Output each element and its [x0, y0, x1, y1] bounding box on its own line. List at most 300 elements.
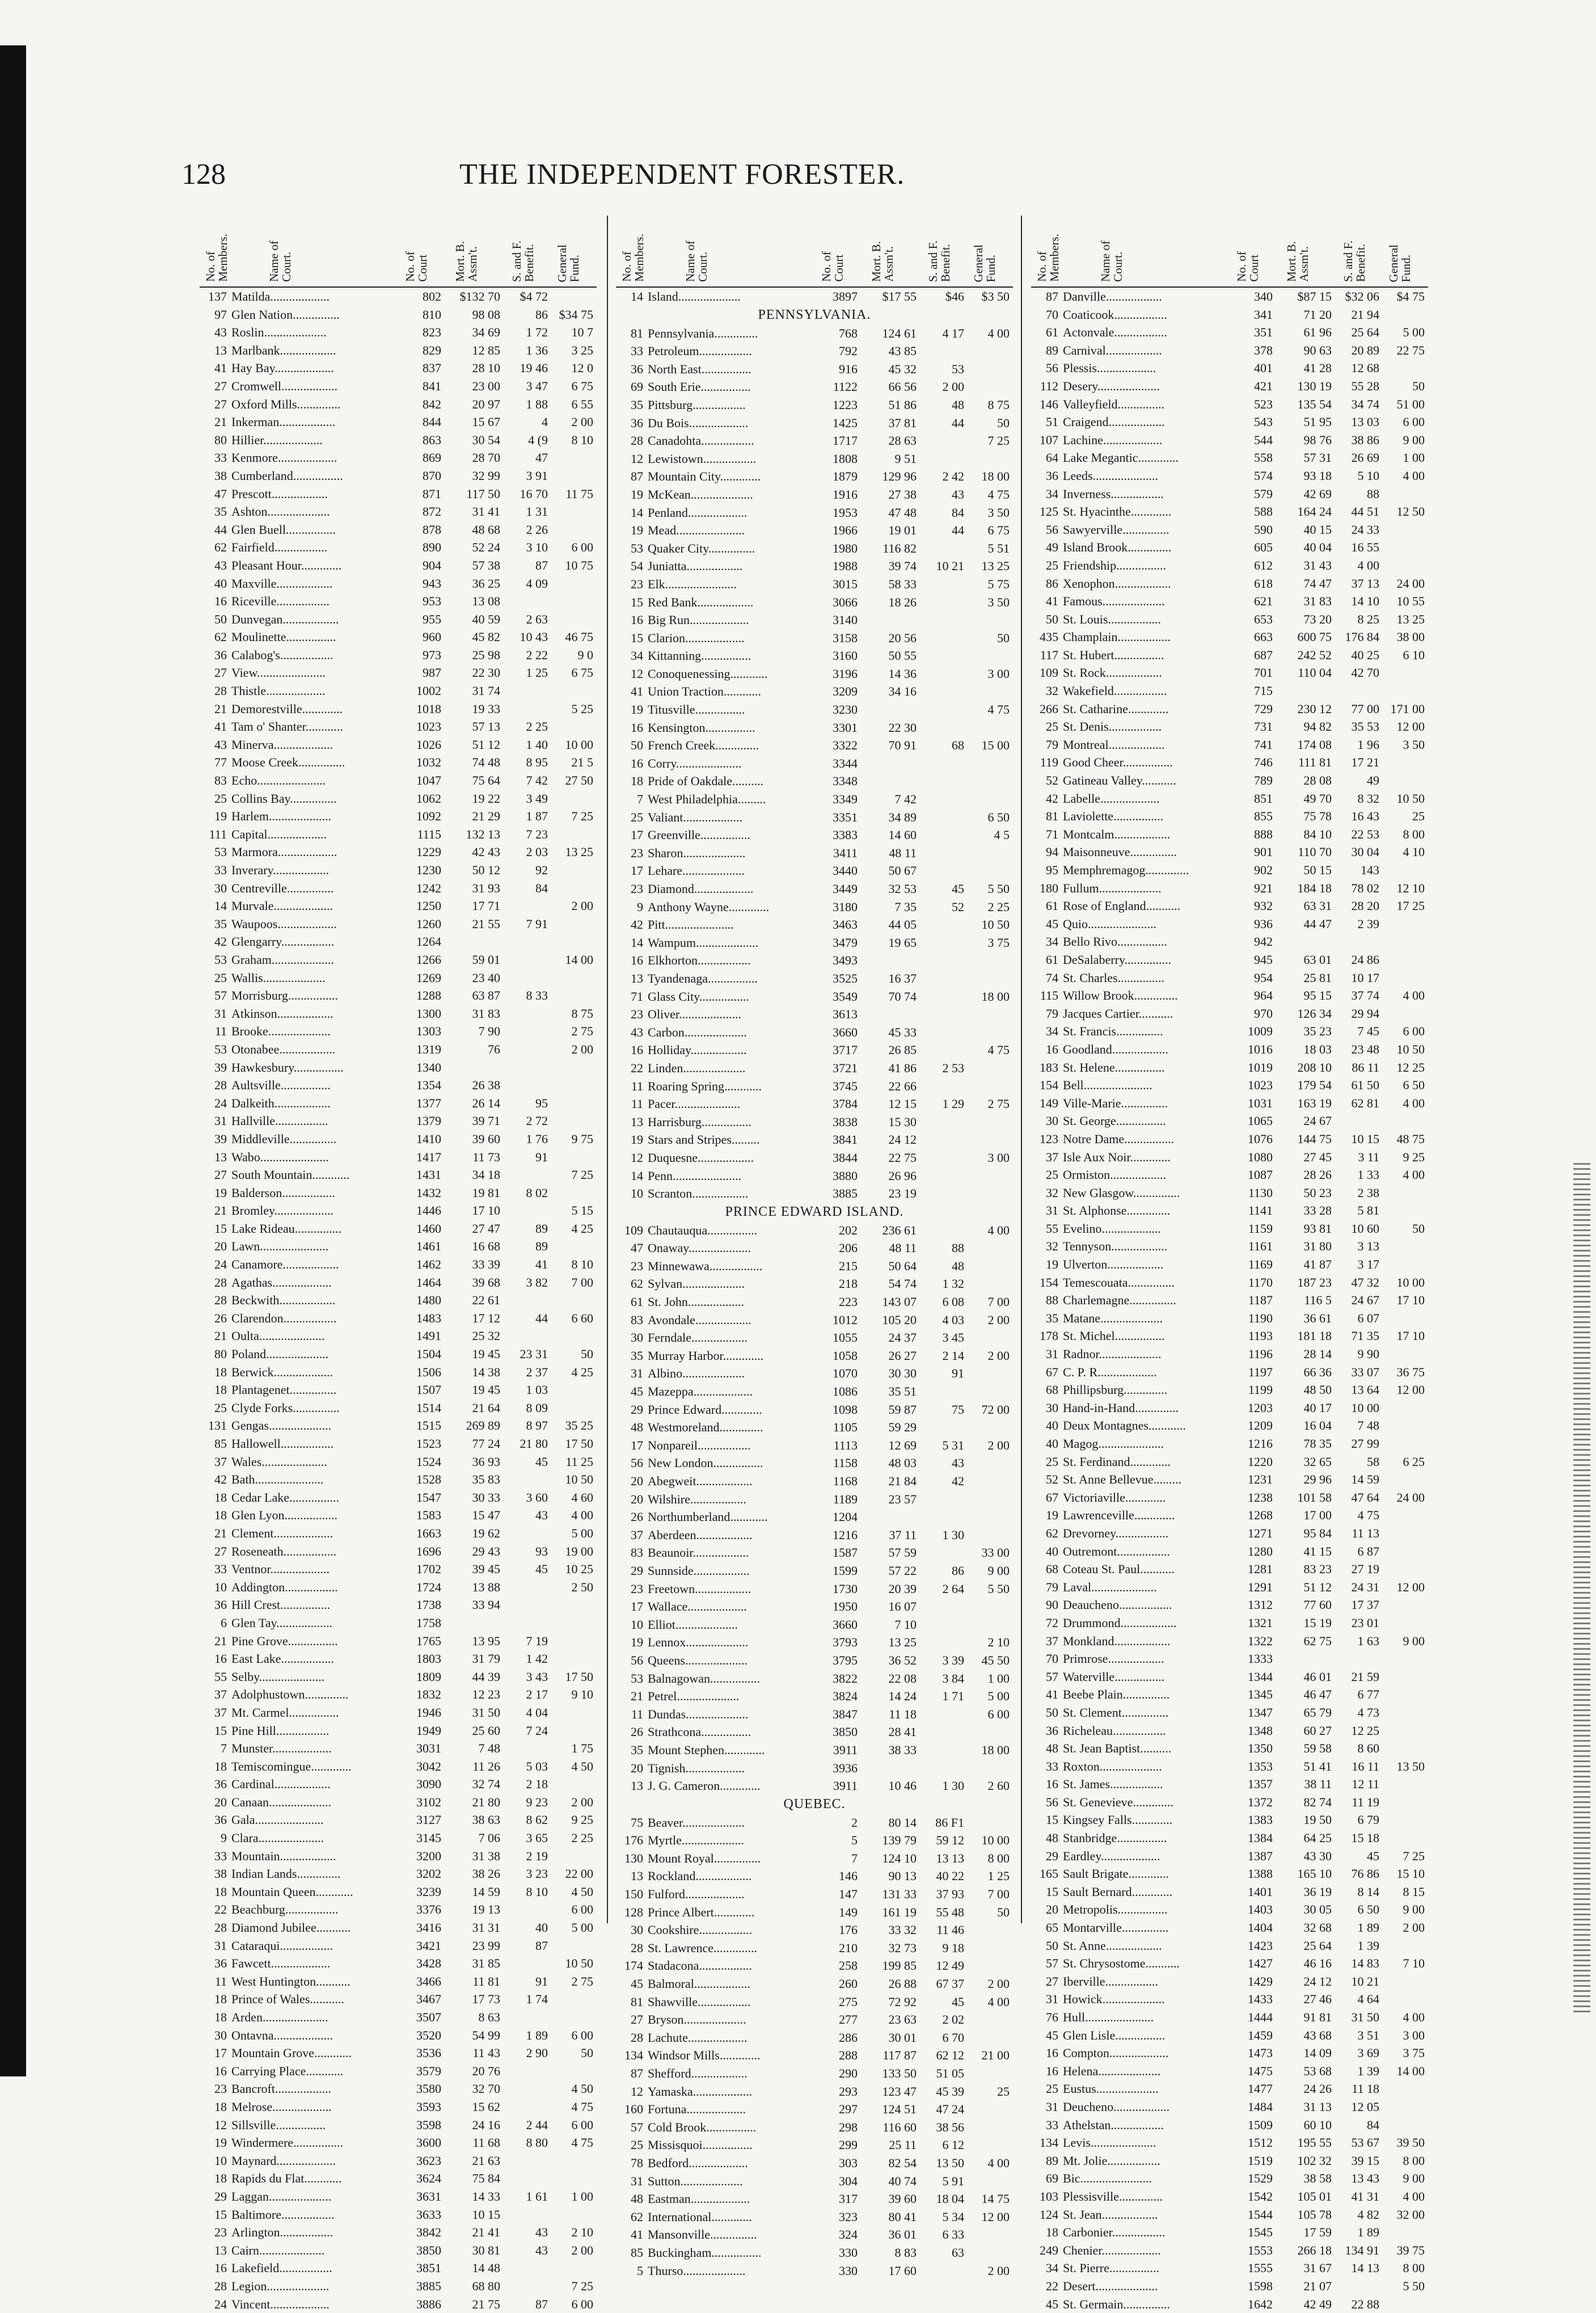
mortuary-assessment-cell: 50 67: [860, 862, 917, 880]
court-name-cell: Canaan....................: [231, 1793, 402, 1811]
court-number-cell: 955: [402, 610, 441, 629]
court-name-cell: Nonpareil.................: [648, 1436, 818, 1455]
court-name-cell: Pacer.....................: [648, 1095, 818, 1113]
general-fund-cell: 72 00: [966, 1401, 1010, 1419]
mortuary-assessment-cell: 39 68: [444, 1274, 500, 1292]
sick-funeral-cell: 87: [503, 2295, 548, 2313]
table-row: [616, 467, 1013, 486]
table-row: [200, 2206, 597, 2224]
members-cell: 34: [1031, 933, 1058, 951]
table-row: [200, 1901, 597, 1919]
general-fund-cell: 4 00: [1382, 2008, 1425, 2026]
mortuary-assessment-cell: 30 01: [860, 2029, 917, 2047]
table-row: [200, 1829, 597, 1847]
table-row: [200, 807, 597, 825]
mortuary-assessment-cell: 266 18: [1275, 2242, 1332, 2260]
sick-funeral-cell: 17 37: [1334, 1596, 1379, 1614]
court-number-cell: 3842: [402, 2223, 441, 2242]
column-rule: [1021, 216, 1022, 1923]
mortuary-assessment-cell: 21 41: [444, 2223, 500, 2242]
mortuary-assessment-cell: 42 49: [1275, 2295, 1332, 2313]
court-number-cell: 1988: [818, 557, 858, 575]
members-cell: 31: [200, 1005, 227, 1023]
court-number-cell: 3160: [818, 647, 858, 665]
members-cell: 89: [1031, 2152, 1058, 2170]
court-number-cell: 3416: [402, 1919, 441, 1937]
sick-funeral-cell: 5 03: [503, 1758, 548, 1776]
court-number-cell: 3440: [818, 862, 858, 880]
court-number-cell: 1216: [1233, 1435, 1273, 1453]
court-number-cell: 663: [1233, 628, 1273, 646]
mortuary-assessment-cell: 14 48: [444, 2259, 500, 2277]
court-number-cell: 3230: [818, 701, 858, 719]
sick-funeral-cell: 1 30: [919, 1777, 964, 1795]
sick-funeral-cell: 8 60: [1334, 1739, 1379, 1758]
mortuary-assessment-cell: 101 58: [1275, 1489, 1332, 1507]
sick-funeral-cell: 63: [919, 2244, 964, 2262]
sick-funeral-cell: 3 23: [503, 1865, 548, 1883]
members-cell: 18: [200, 1506, 227, 1524]
general-fund-cell: 8 15: [1382, 1883, 1425, 1901]
table-row: [616, 1957, 1013, 1975]
court-name-cell: Arlington.................: [231, 2223, 402, 2242]
court-name-cell: Balnagowan................: [648, 1670, 818, 1688]
court-number-cell: 3721: [818, 1059, 858, 1077]
general-fund-cell: 4 75: [550, 2098, 593, 2116]
court-name-cell: Montarville...............: [1063, 1919, 1233, 1937]
general-fund-cell: 4 60: [550, 1489, 593, 1507]
sick-funeral-cell: 13 13: [919, 1849, 964, 1868]
sick-funeral-cell: 45: [503, 1560, 548, 1578]
mortuary-assessment-cell: 78 35: [1275, 1435, 1332, 1453]
mortuary-assessment-cell: 26 27: [860, 1347, 917, 1365]
sick-funeral-cell: 3 84: [919, 1670, 964, 1688]
sick-funeral-cell: 53 67: [1334, 2134, 1379, 2152]
members-cell: 21: [200, 1327, 227, 1345]
members-cell: 17: [616, 862, 643, 880]
court-name-cell: Chenier...................: [1063, 2242, 1233, 2260]
court-number-cell: 3145: [402, 1829, 441, 1847]
sick-funeral-cell: 4 64: [1334, 1990, 1379, 2008]
sick-funeral-cell: 38 86: [1334, 431, 1379, 449]
members-cell: 25: [1031, 1166, 1058, 1184]
sick-funeral-cell: 41: [503, 1255, 548, 1274]
court-number-cell: 1966: [818, 521, 858, 540]
table-row: [200, 897, 597, 915]
column-header-row: [200, 216, 597, 288]
table-row: [1031, 1435, 1428, 1453]
table-row: [616, 916, 1013, 934]
general-fund-cell: 10 50: [550, 1954, 593, 1973]
sick-funeral-cell: 14 13: [1334, 2259, 1379, 2277]
table-row: [1031, 682, 1428, 700]
court-name-cell: South Erie................: [648, 378, 818, 396]
sick-funeral-cell: 1 72: [503, 323, 548, 342]
court-number-cell: 3344: [818, 755, 858, 773]
court-name-cell: Fawcett...................: [231, 1954, 402, 1973]
members-cell: 83: [616, 1311, 643, 1329]
general-fund-cell: 2 50: [550, 1578, 593, 1596]
court-number-cell: 297: [818, 2100, 858, 2118]
table-row: [200, 1291, 597, 1309]
court-number-cell: 3239: [402, 1883, 441, 1901]
members-cell: 11: [616, 1077, 643, 1096]
court-name-cell: Glen Buell................: [231, 521, 402, 539]
mortuary-assessment-cell: 123 47: [860, 2083, 917, 2101]
table-row: [1031, 2098, 1428, 2116]
sick-funeral-cell: 43: [919, 486, 964, 504]
court-number-cell: 340: [1233, 288, 1273, 306]
sick-funeral-cell: 24 86: [1334, 951, 1379, 969]
table-row: [616, 736, 1013, 755]
members-cell: 28: [200, 2277, 227, 2295]
court-number-cell: 970: [1233, 1005, 1273, 1023]
court-number-cell: 1491: [402, 1327, 441, 1345]
general-fund-cell: 1 25: [966, 1867, 1010, 1885]
mortuary-assessment-cell: 31 74: [444, 682, 500, 700]
members-cell: 30: [200, 2026, 227, 2045]
court-number-cell: 1216: [818, 1526, 858, 1544]
mortuary-assessment-cell: 26 85: [860, 1041, 917, 1059]
sick-funeral-cell: 2 17: [503, 1686, 548, 1704]
sick-funeral-cell: 2 39: [1334, 915, 1379, 933]
court-name-cell: Greenville................: [648, 826, 818, 844]
members-cell: 25: [1031, 718, 1058, 736]
page-header: [181, 158, 1146, 203]
mortuary-assessment-cell: 32 73: [860, 1939, 917, 1957]
mortuary-assessment-cell: 230 12: [1275, 700, 1332, 718]
court-name-cell: Graham....................: [231, 951, 402, 969]
general-fund-cell: 9 10: [550, 1686, 593, 1704]
members-cell: 53: [200, 1040, 227, 1059]
mortuary-assessment-cell: 91 81: [1275, 2008, 1332, 2026]
court-number-cell: 932: [1233, 897, 1273, 915]
court-number-cell: 3493: [818, 951, 858, 970]
court-number-cell: 1528: [402, 1471, 441, 1489]
mortuary-assessment-cell: 31 67: [1275, 2259, 1332, 2277]
members-cell: 38: [200, 467, 227, 485]
court-number-cell: 1141: [1233, 1202, 1273, 1220]
court-number-cell: 841: [402, 377, 441, 395]
members-cell: 109: [1031, 664, 1058, 682]
court-name-cell: Pitt......................: [648, 916, 818, 934]
court-number-cell: 3824: [818, 1687, 858, 1705]
mortuary-assessment-cell: 124 10: [860, 1849, 917, 1868]
table-row: [616, 1418, 1013, 1436]
mortuary-assessment-cell: 110 70: [1275, 843, 1332, 861]
sick-funeral-cell: 68: [919, 736, 964, 755]
court-name-cell: Collins Bay...............: [231, 790, 402, 808]
members-cell: 6: [200, 1614, 227, 1632]
members-cell: 68: [1031, 1381, 1058, 1399]
sick-funeral-cell: 1 36: [503, 342, 548, 360]
court-name-cell: Pittsburg.................: [648, 396, 818, 414]
members-cell: 28: [616, 2029, 643, 2047]
mortuary-assessment-cell: 15 47: [444, 1506, 500, 1524]
court-number-cell: 3322: [818, 736, 858, 755]
mortuary-assessment-cell: 59 58: [1275, 1739, 1332, 1758]
members-cell: 89: [1031, 342, 1058, 360]
court-number-cell: 574: [1233, 467, 1273, 485]
general-fund-cell: 3 00: [966, 665, 1010, 683]
table-row: [616, 1633, 1013, 1651]
mortuary-assessment-cell: 51 41: [1275, 1758, 1332, 1776]
members-cell: 57: [1031, 1668, 1058, 1686]
members-cell: 52: [1031, 772, 1058, 790]
mortuary-assessment-cell: 133 50: [860, 2065, 917, 2083]
court-name-cell: Desert....................: [1063, 2277, 1233, 2295]
court-number-cell: 1598: [1233, 2277, 1273, 2295]
mortuary-assessment-cell: 42 43: [444, 843, 500, 861]
mortuary-assessment-cell: 50 55: [860, 647, 917, 665]
mortuary-assessment-cell: 117 87: [860, 2046, 917, 2065]
mortuary-assessment-cell: 129 96: [860, 467, 917, 486]
table-row: [200, 1435, 597, 1453]
mortuary-assessment-cell: 40 74: [860, 2172, 917, 2190]
table-row: [200, 377, 597, 395]
sick-funeral-cell: 11 19: [1334, 1793, 1379, 1811]
mortuary-assessment-cell: 17 73: [444, 1990, 500, 2008]
table-row: [1031, 1811, 1428, 1829]
table-row: [200, 915, 597, 933]
court-number-cell: 330: [818, 2262, 858, 2280]
court-name-cell: Bedford...................: [648, 2154, 818, 2172]
table-row: [1031, 395, 1428, 414]
table-row: [616, 772, 1013, 790]
court-name-cell: Magog.....................: [1063, 1435, 1233, 1453]
court-number-cell: 1065: [1233, 1112, 1273, 1130]
mortuary-assessment-cell: 14 36: [860, 665, 917, 683]
court-number-cell: 855: [1233, 807, 1273, 825]
members-cell: 26: [616, 1508, 643, 1526]
table-row: [200, 825, 597, 844]
sick-funeral-cell: 2 72: [503, 1112, 548, 1130]
members-cell: 25: [200, 1399, 227, 1417]
table-row: [616, 682, 1013, 701]
mortuary-assessment-cell: 41 28: [1275, 359, 1332, 377]
members-cell: 36: [1031, 1722, 1058, 1740]
court-name-cell: Bic.......................: [1063, 2169, 1233, 2188]
general-fund-cell: 8 75: [966, 396, 1010, 414]
court-number-cell: 3536: [402, 2044, 441, 2062]
table-row: [1031, 1668, 1428, 1686]
court-number-cell: 1459: [1233, 2026, 1273, 2045]
table-row: [616, 2029, 1013, 2047]
table-row: [200, 1166, 597, 1184]
mortuary-assessment-cell: 48 68: [444, 521, 500, 539]
mortuary-assessment-cell: 68 80: [444, 2277, 500, 2295]
sick-funeral-cell: 47 64: [1334, 1489, 1379, 1507]
court-number-cell: 5: [818, 1831, 858, 1849]
members-cell: 42: [1031, 790, 1058, 808]
mortuary-assessment-cell: 22 30: [444, 664, 500, 682]
sick-funeral-cell: 9 18: [919, 1939, 964, 1957]
general-fund-cell: 2 75: [550, 1022, 593, 1040]
table-row: [200, 1345, 597, 1363]
sick-funeral-cell: 2 38: [1334, 1184, 1379, 1202]
court-name-cell: Hull......................: [1063, 2008, 1233, 2026]
table-row: [200, 1524, 597, 1543]
court-number-cell: 973: [402, 646, 441, 664]
members-cell: 35: [616, 1347, 643, 1365]
mortuary-assessment-cell: 21 84: [860, 1472, 917, 1490]
mortuary-assessment-cell: 31 41: [444, 503, 500, 521]
table-row: [1031, 610, 1428, 629]
table-row: [1031, 790, 1428, 808]
members-cell: 28: [200, 1076, 227, 1094]
court-name-cell: Baltimore.................: [231, 2206, 402, 2224]
court-name-cell: Pine Hill.................: [231, 1722, 402, 1740]
members-cell: 87: [1031, 288, 1058, 306]
table-row: [200, 1543, 597, 1561]
court-number-cell: 1514: [402, 1399, 441, 1417]
sick-funeral-cell: 7 48: [1334, 1417, 1379, 1435]
court-name-cell: St. Genevieve.............: [1063, 1793, 1233, 1811]
mortuary-assessment-cell: 139 79: [860, 1831, 917, 1849]
mortuary-assessment-cell: 25 64: [1275, 1937, 1332, 1955]
court-number-cell: 3660: [818, 1023, 858, 1042]
general-fund-cell: 39 50: [1382, 2134, 1425, 2152]
mortuary-assessment-cell: 63 31: [1275, 897, 1332, 915]
court-name-cell: Beaunoir..................: [648, 1544, 818, 1562]
table-row: [1031, 628, 1428, 646]
mortuary-assessment-cell: 95 84: [1275, 1524, 1332, 1543]
court-number-cell: 149: [818, 1903, 858, 1922]
members-cell: 165: [1031, 1865, 1058, 1883]
members-cell: 28: [200, 1291, 227, 1309]
table-row: [1031, 718, 1428, 736]
court-name-cell: Elk.......................: [648, 575, 818, 593]
members-cell: 21: [200, 1202, 227, 1220]
general-fund-cell: 50: [1382, 377, 1425, 395]
court-name-cell: Murvale...................: [231, 897, 402, 915]
court-name-cell: Calabog's.................: [231, 646, 402, 664]
general-fund-cell: 3 75: [1382, 2044, 1425, 2062]
court-number-cell: 1018: [402, 700, 441, 718]
court-name-cell: Cairn.....................: [231, 2242, 402, 2260]
sick-funeral-cell: 4 73: [1334, 1704, 1379, 1722]
table-row: [200, 2259, 597, 2277]
court-number-cell: 942: [1233, 933, 1273, 951]
general-fund-cell: 2 00: [966, 2262, 1010, 2280]
sick-funeral-cell: 1 61: [503, 2188, 548, 2206]
table-row: [1031, 1722, 1428, 1740]
court-name-cell: Mansonville...............: [648, 2226, 818, 2244]
table-row: [616, 1005, 1013, 1023]
court-name-cell: Notre Dame................: [1063, 1130, 1233, 1148]
court-name-cell: Lehare....................: [648, 862, 818, 880]
sick-funeral-cell: 40: [503, 1919, 548, 1937]
court-number-cell: 844: [402, 413, 441, 431]
court-name-cell: Glen Nation...............: [231, 306, 402, 324]
members-cell: 11: [200, 1973, 227, 1991]
court-number-cell: 1765: [402, 1632, 441, 1650]
table-row: [1031, 1202, 1428, 1220]
mortuary-assessment-cell: 51 95: [1275, 413, 1332, 431]
court-name-cell: Munster...................: [231, 1739, 402, 1758]
mortuary-assessment-cell: 36 61: [1275, 1309, 1332, 1328]
table-row: [1031, 1076, 1428, 1094]
members-cell: 31: [1031, 1990, 1058, 2008]
table-row: [616, 432, 1013, 450]
table-row: [200, 2026, 597, 2045]
members-cell: 115: [1031, 987, 1058, 1005]
court-name-cell: Gatineau Valley...........: [1063, 772, 1233, 790]
court-name-cell: Roseneath.................: [231, 1543, 402, 1561]
mortuary-assessment-cell: 132 13: [444, 825, 500, 844]
sick-funeral-cell: 28 20: [1334, 897, 1379, 915]
general-fund-cell: 14 00: [550, 951, 593, 969]
table-row: [1031, 664, 1428, 682]
mortuary-assessment-cell: 22 66: [860, 1077, 917, 1096]
general-fund-cell: 48 75: [1382, 1130, 1425, 1148]
mortuary-assessment-cell: 17 60: [860, 2262, 917, 2280]
court-name-cell: St. Louis.................: [1063, 610, 1233, 629]
table-row: [1031, 646, 1428, 664]
general-fund-cell: 2 75: [550, 1973, 593, 1991]
general-fund-cell: 3 75: [966, 934, 1010, 952]
table-row: [1031, 1363, 1428, 1381]
court-name-cell: Sunnside..................: [648, 1562, 818, 1580]
members-cell: 13: [616, 1777, 643, 1795]
mortuary-assessment-cell: 135 54: [1275, 395, 1332, 414]
court-name-cell: Dunvegan..................: [231, 610, 402, 629]
members-cell: 87: [616, 2065, 643, 2083]
sick-funeral-cell: 1 74: [503, 1990, 548, 2008]
table-row: [616, 575, 1013, 593]
table-row: [616, 1185, 1013, 1203]
sick-funeral-cell: 23 31: [503, 1345, 548, 1363]
general-fund-cell: 33 00: [966, 1544, 1010, 1562]
mortuary-assessment-cell: 57 13: [444, 718, 500, 736]
court-number-cell: 1105: [818, 1418, 858, 1436]
general-fund-cell: 32 00: [1382, 2206, 1425, 2224]
mortuary-assessment-cell: 57 38: [444, 557, 500, 575]
court-name-cell: Deaucheno.................: [1063, 1596, 1233, 1614]
court-name-cell: Outremont.................: [1063, 1543, 1233, 1561]
court-number-cell: 1879: [818, 467, 858, 486]
court-name-cell: Du Bois...................: [648, 414, 818, 432]
sick-funeral-cell: 38 56: [919, 2118, 964, 2137]
mortuary-assessment-cell: 269 89: [444, 1417, 500, 1435]
mortuary-assessment-cell: 33 32: [860, 1921, 917, 1939]
table-row: [616, 2065, 1013, 2083]
mortuary-assessment-cell: 102 32: [1275, 2152, 1332, 2170]
court-number-cell: 3158: [818, 629, 858, 647]
members-cell: 24: [200, 2295, 227, 2313]
court-name-cell: Levis.....................: [1063, 2134, 1233, 2152]
general-fund-cell: 4 75: [966, 1041, 1010, 1059]
court-name-cell: Oulta.....................: [231, 1327, 402, 1345]
court-name-cell: Diamond Jubilee...........: [231, 1919, 402, 1937]
court-number-cell: 1266: [402, 951, 441, 969]
mortuary-assessment-cell: 130 19: [1275, 377, 1332, 395]
court-number-cell: 1058: [818, 1347, 858, 1365]
sick-funeral-cell: 44: [503, 1309, 548, 1328]
members-cell: 28: [616, 1939, 643, 1957]
table-row: [200, 306, 597, 324]
mortuary-assessment-cell: 77 24: [444, 1435, 500, 1453]
general-fund-cell: 2 00: [966, 1347, 1010, 1365]
column-header-row: [1031, 216, 1428, 288]
general-fund-cell: 10 50: [1382, 1040, 1425, 1059]
court-number-cell: 3202: [402, 1865, 441, 1883]
members-cell: 31: [200, 1937, 227, 1955]
general-fund-cell: 24 00: [1382, 1489, 1425, 1507]
members-cell: 80: [200, 1345, 227, 1363]
court-number-cell: 3042: [402, 1758, 441, 1776]
court-number-cell: 872: [402, 503, 441, 521]
